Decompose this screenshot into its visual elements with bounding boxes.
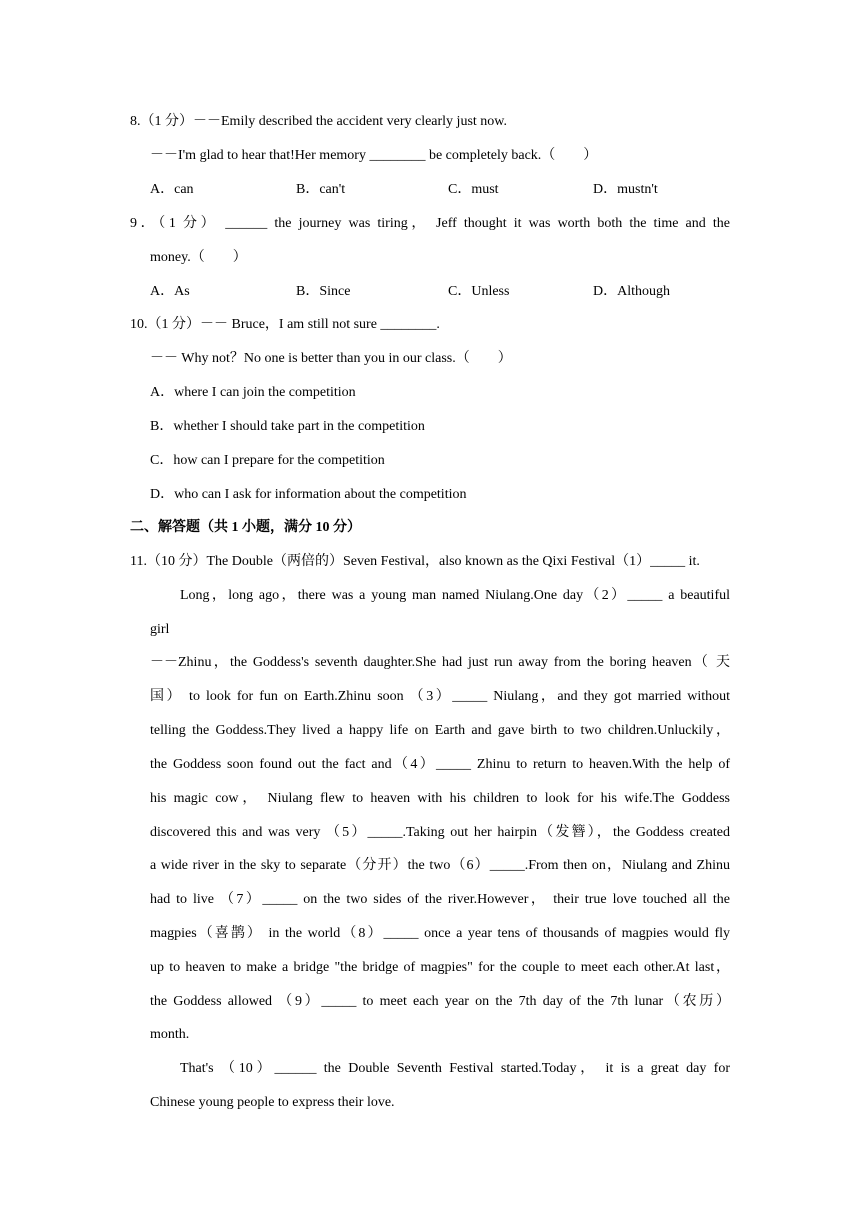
section-heading: 二、解答题（共 1 小题，满分 10 分） <box>130 520 361 535</box>
question-10-option-b: B．whether I should take part in the competition <box>150 419 425 434</box>
question-9-stem: 9．（1 分） ______ the journey was tiring， Jeff thought it was worth both the time and the <box>130 216 730 231</box>
question-11-line-8: his magic cow， Niulang flew to heaven with his children to look for his wife.The Goddess <box>150 791 730 806</box>
question-9-option-d: D．Although <box>593 284 670 299</box>
question-10-stem: 10.（1 分）－－ Bruce，I am still not sure ________. <box>130 317 440 332</box>
question-9-option-c: C．Unless <box>448 284 510 299</box>
question-11-line-3: girl <box>150 622 170 637</box>
question-11-line-1: 11.（10 分）The Double（两倍的）Seven Festival，also known as the Qixi Festival（1）_____ it. <box>130 554 700 569</box>
question-10-reply: －－ Why not？No one is better than you in our class.（ ） <box>150 351 512 366</box>
question-11-line-12: magpies（喜鹊） in the world（8）_____ once a year tens of thousands of magpies would fly <box>150 926 730 941</box>
question-11-line-2: Long，long ago，there was a young man named Niulang.One day（2）_____ a beautiful <box>180 588 730 603</box>
question-11-line-15: month. <box>150 1027 190 1042</box>
question-11-line-4: －－Zhinu，the Goddess's seventh daughter.She had just run away from the boring heaven（ 天 <box>150 655 730 670</box>
question-8-reply: －－I'm glad to hear that!Her memory ________ be completely back.（ ） <box>150 148 598 163</box>
question-10-option-a: A．where I can join the competition <box>150 385 356 400</box>
question-9-option-a: A．As <box>150 284 190 299</box>
question-9-option-b: B．Since <box>296 284 351 299</box>
question-11-line-10: a wide river in the sky to separate（分开）the two（6）_____.From then on，Niulang and Zhinu <box>150 858 730 873</box>
question-11-line-7: the Goddess soon found out the fact and（4）_____ Zhinu to return to heaven.With the help of <box>150 757 730 772</box>
question-11-line-9: discovered this and was very （5）_____.Taking out her hairpin（发簪），the Goddess created <box>150 825 730 840</box>
question-8-option-a: A．can <box>150 182 194 197</box>
question-10-option-c: C．how can I prepare for the competition <box>150 453 385 468</box>
question-9-stem-cont: money.（ ） <box>150 250 247 265</box>
question-11-line-11: had to live （7）_____ on the two sides of the river.However， their true love touched all the <box>150 892 730 907</box>
question-8-stem: 8.（1 分）－－Emily described the accident very clearly just now. <box>130 114 507 129</box>
question-11-line-17: Chinese young people to express their love. <box>150 1095 395 1110</box>
question-10-option-d: D．who can I ask for information about the competition <box>150 487 467 502</box>
question-11-line-14: the Goddess allowed （9）_____ to meet each year on the 7th day of the 7th lunar（农历） <box>150 994 730 1009</box>
question-8-option-b: B．can't <box>296 182 346 197</box>
question-11-line-16: That's （10）______ the Double Seventh Festival started.Today， it is a great day for <box>180 1061 730 1076</box>
question-11-line-13: up to heaven to make a bridge "the bridge of magpies" for the couple to meet each other.At last， <box>150 960 730 975</box>
question-11-line-6: telling the Goddess.They lived a happy life on Earth and gave birth to two children.Unluckily， <box>150 723 730 738</box>
question-8-option-c: C．must <box>448 182 499 197</box>
question-11-line-5: 国） to look for fun on Earth.Zhinu soon （3）_____ Niulang，and they got married without <box>150 689 730 704</box>
question-8-option-d: D．mustn't <box>593 182 658 197</box>
